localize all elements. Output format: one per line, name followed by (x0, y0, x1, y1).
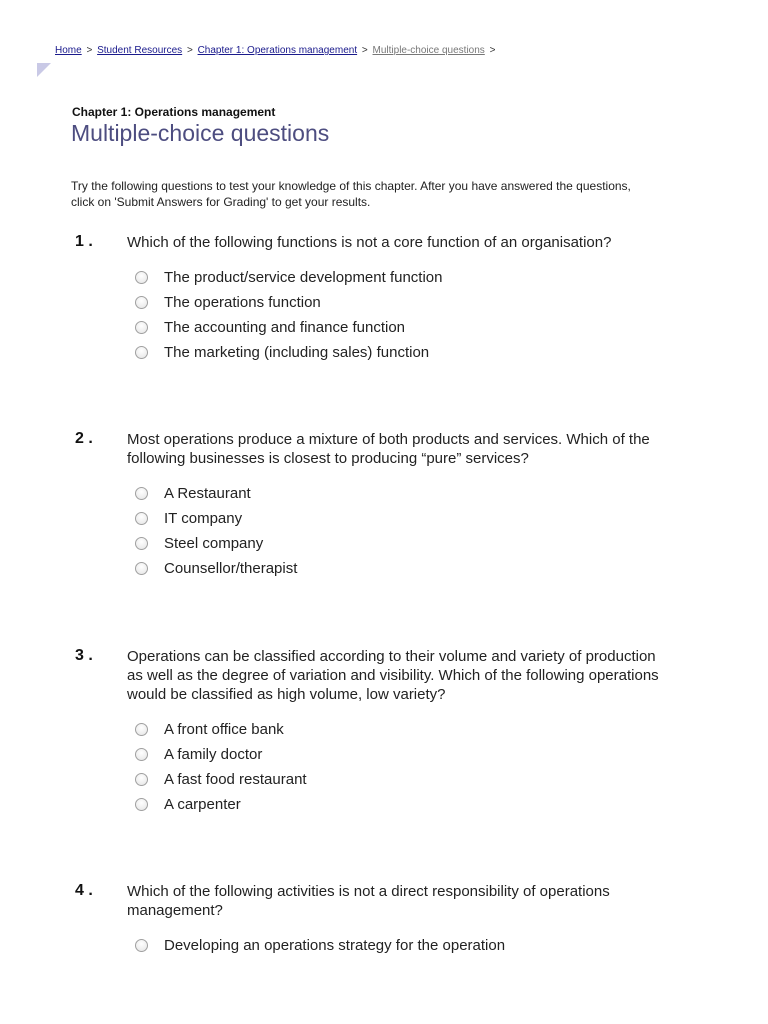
corner-decoration (37, 63, 51, 77)
breadcrumb-separator: > (186, 45, 193, 56)
option-1-b[interactable] (135, 290, 443, 315)
options-list (135, 481, 297, 581)
option-label: A Restaurant (164, 485, 251, 502)
question-text: Most operations produce a mixture of both products and services. Which of the following businesses is closest to producing “pure” services? (127, 431, 650, 467)
option-3-b[interactable] (135, 742, 307, 767)
question-number: 1 . (75, 233, 93, 250)
chapter-label: Chapter 1: Operations management (72, 105, 276, 119)
option-4-a[interactable] (135, 933, 505, 958)
option-label: Steel company (164, 535, 264, 552)
option-label: Developing an operations strategy for the operation (164, 937, 506, 954)
option-2-d[interactable] (135, 556, 297, 581)
question-number: 4 . (75, 882, 93, 899)
option-2-a[interactable] (135, 481, 297, 506)
radio-button[interactable] (135, 939, 148, 952)
breadcrumb-separator: > (86, 45, 93, 56)
breadcrumb-link-current[interactable]: Multiple-choice questions (372, 45, 485, 56)
question-text: Operations can be classified according to their volume and variety of production as well as the degree of variation and visibility. Which of the following operations would be classified as high volume, low variety? (127, 648, 659, 703)
breadcrumb (55, 45, 497, 56)
option-2-c[interactable] (135, 531, 297, 556)
intro-text: Try the following questions to test your knowledge of this chapter. After you have answered the questions, click on 'Submit Answers for Grading' to get your results. (71, 179, 631, 209)
option-label: Counsellor/therapist (164, 560, 298, 577)
option-1-a[interactable] (135, 265, 443, 290)
radio-button[interactable] (135, 537, 148, 550)
radio-button[interactable] (135, 321, 148, 334)
option-1-c[interactable] (135, 315, 443, 340)
question-text: Which of the following activities is not a direct responsibility of operations management? (127, 883, 610, 919)
option-label: The operations function (164, 294, 321, 311)
option-3-d[interactable] (135, 792, 307, 817)
radio-button[interactable] (135, 798, 148, 811)
option-1-d[interactable] (135, 340, 443, 365)
breadcrumb-separator: > (489, 45, 496, 56)
option-3-a[interactable] (135, 717, 307, 742)
option-label: A front office bank (164, 721, 284, 738)
breadcrumb-link-home[interactable]: Home (55, 45, 82, 56)
radio-button[interactable] (135, 512, 148, 525)
radio-button[interactable] (135, 773, 148, 786)
radio-button[interactable] (135, 296, 148, 309)
option-label: A carpenter (164, 796, 241, 813)
radio-button[interactable] (135, 487, 148, 500)
option-label: The accounting and finance function (164, 319, 406, 336)
option-label: IT company (164, 510, 243, 527)
options-list (135, 933, 505, 958)
breadcrumb-separator: > (361, 45, 368, 56)
question-number: 2 . (75, 430, 93, 447)
options-list (135, 717, 307, 817)
radio-button[interactable] (135, 346, 148, 359)
option-label: The marketing (including sales) function (164, 344, 430, 361)
radio-button[interactable] (135, 562, 148, 575)
breadcrumb-link-student-resources[interactable]: Student Resources (97, 45, 183, 56)
radio-button[interactable] (135, 271, 148, 284)
question-text: Which of the following functions is not a core function of an organisation? (127, 234, 612, 251)
radio-button[interactable] (135, 748, 148, 761)
options-list (135, 265, 443, 365)
breadcrumb-link-chapter[interactable]: Chapter 1: Operations management (197, 45, 358, 56)
option-label: A fast food restaurant (164, 771, 307, 788)
option-label: The product/service development function (164, 269, 443, 286)
page-title: Multiple-choice questions (71, 120, 330, 146)
option-3-c[interactable] (135, 767, 307, 792)
option-label: A family doctor (164, 746, 263, 763)
radio-button[interactable] (135, 723, 148, 736)
question-number: 3 . (75, 647, 93, 664)
option-2-b[interactable] (135, 506, 297, 531)
